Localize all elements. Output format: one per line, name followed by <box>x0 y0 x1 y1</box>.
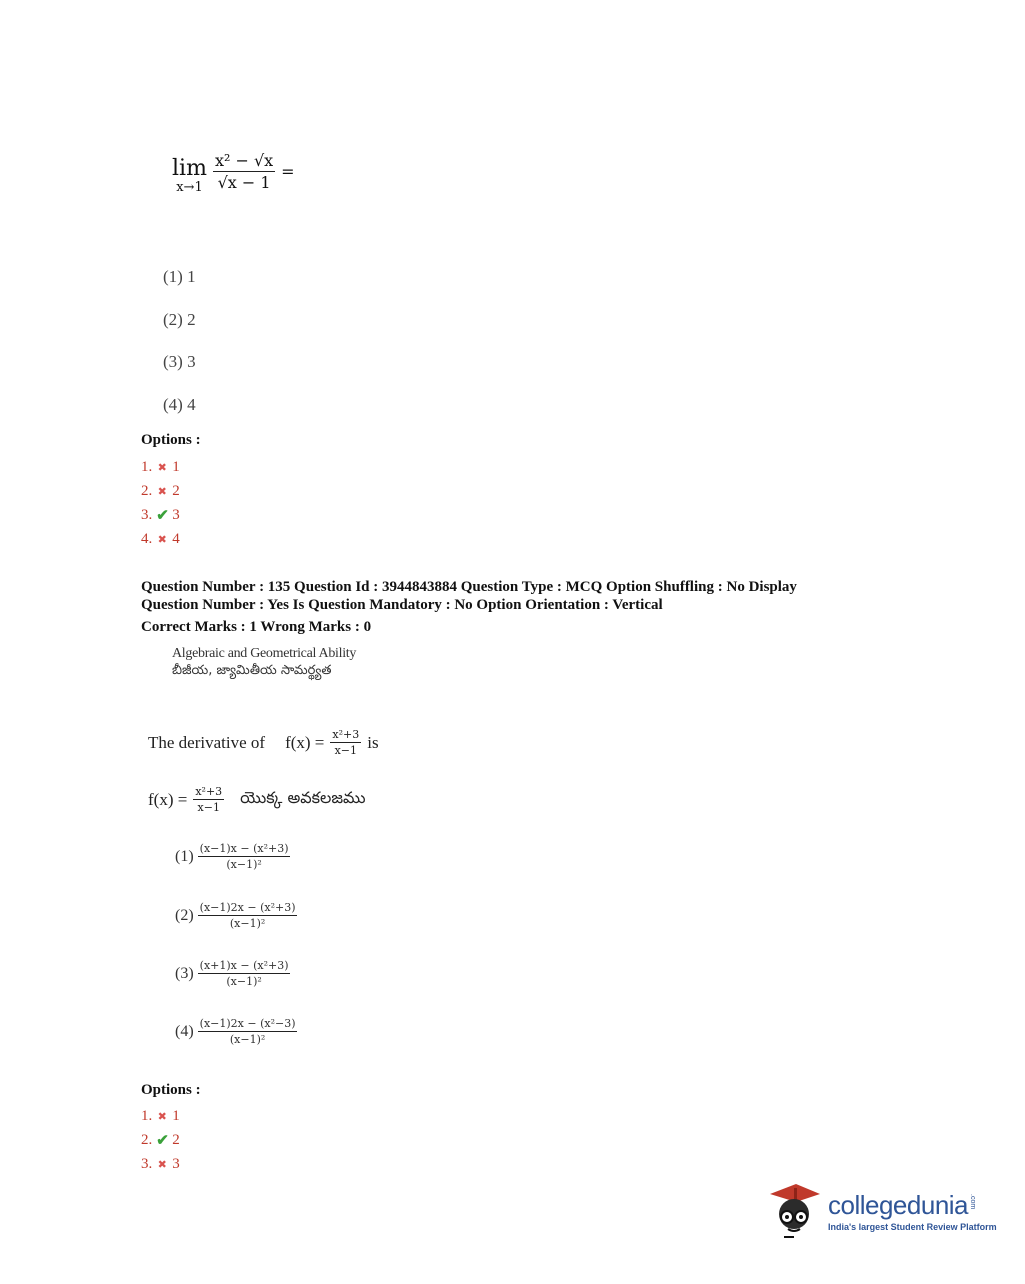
choice-3: (3) 3 <box>163 352 196 371</box>
choice-3 <box>175 959 290 988</box>
choice-label: (1) <box>175 847 194 865</box>
brand-com: .com <box>969 1194 977 1210</box>
option-row <box>141 455 180 479</box>
options-list <box>141 455 180 551</box>
question-stem-en <box>148 728 379 757</box>
limit-numerator: x² − √x <box>214 151 274 170</box>
limit-equals: = <box>281 162 295 181</box>
choice-numerator: (x−1)2x − (x²+3) <box>199 901 296 914</box>
option-row <box>141 1152 180 1176</box>
mascot-icon <box>766 1180 822 1242</box>
option-number: 3. <box>141 1155 153 1172</box>
cross-icon: ✖ <box>157 1110 167 1123</box>
cross-icon: ✖ <box>157 485 167 498</box>
section-label <box>172 645 356 679</box>
choice-label: (3) <box>175 964 194 982</box>
cross-icon: ✖ <box>157 533 167 546</box>
option-value: 3 <box>172 506 180 523</box>
stem-suffix: is <box>367 732 379 752</box>
options-list <box>141 1104 180 1176</box>
option-value: 2 <box>172 482 180 499</box>
fx-numerator: x²+3 <box>332 728 360 741</box>
section-title-te: బీజీయ, జ్యామితీయ సామర్థ్యత <box>172 663 332 678</box>
fx-numerator-te: x²+3 <box>195 785 223 798</box>
stem-suffix-te: యొక్క అవకలజము <box>240 788 366 807</box>
choice-2 <box>175 901 297 930</box>
option-number: 2. <box>141 1131 153 1148</box>
limit-denominator: √x − 1 <box>217 173 271 192</box>
stem-prefix: The derivative of <box>148 732 266 752</box>
cross-icon: ✖ <box>157 1158 167 1171</box>
question-meta <box>141 578 1001 636</box>
choice-4 <box>175 1017 297 1046</box>
choice-numerator: (x−1)2x − (x²−3) <box>199 1017 296 1030</box>
option-row <box>141 479 180 503</box>
choice-1: (1) 1 <box>163 267 196 286</box>
option-number: 1. <box>141 1107 153 1124</box>
choice-fraction <box>198 1017 298 1046</box>
section-title-en: Algebraic and Geometrical Ability <box>172 646 357 661</box>
stem-fraction-te <box>193 785 224 814</box>
option-row <box>141 1104 180 1128</box>
choice-1 <box>175 842 290 871</box>
limit-fraction <box>213 151 275 192</box>
stem-fx: f(x) = <box>285 732 325 752</box>
stem-fraction <box>330 728 361 757</box>
option-number: 3. <box>141 506 153 523</box>
choice-label: (4) <box>175 1022 194 1040</box>
limit-subscript: x→1 <box>176 180 203 195</box>
question-stem-te <box>148 785 365 814</box>
choice-denominator: (x−1)² <box>229 1033 266 1046</box>
option-number: 4. <box>141 530 153 547</box>
options-heading: Options : <box>141 1082 201 1098</box>
brand-name: collegedunia <box>828 1190 969 1220</box>
option-row <box>141 1128 180 1152</box>
options-heading: Options : <box>141 432 201 448</box>
choice-denominator: (x−1)² <box>229 917 266 930</box>
meta-line-1: Question Number : 135 Question Id : 3944843884 Question Type : MCQ Option Shuffling : No Display <box>141 579 797 595</box>
option-value: 3 <box>172 1155 180 1172</box>
fx-denominator: x−1 <box>334 744 358 757</box>
choice-denominator: (x−1)² <box>226 975 262 988</box>
brand-logo <box>766 1180 997 1242</box>
stem-fx-te: f(x) = <box>148 789 188 809</box>
choice-denominator: (x−1)² <box>226 858 262 871</box>
option-row <box>141 527 180 551</box>
choice-fraction <box>198 901 298 930</box>
choice-label: (2) <box>175 906 194 924</box>
limit-expression <box>172 148 295 195</box>
option-number: 1. <box>141 458 153 475</box>
check-icon: ✔ <box>156 507 169 524</box>
option-row <box>141 503 180 527</box>
choice-2: (2) 2 <box>163 310 196 329</box>
fx-denominator-te: x−1 <box>197 801 220 814</box>
choice-fraction <box>198 959 291 988</box>
meta-line-2: Question Number : Yes Is Question Mandatory : No Option Orientation : Vertical <box>141 597 663 613</box>
choice-numerator: (x−1)x − (x²+3) <box>199 842 289 855</box>
limit-word: lim <box>172 156 207 181</box>
option-number: 2. <box>141 482 153 499</box>
option-value: 4 <box>172 530 180 547</box>
option-value: 1 <box>172 1107 180 1124</box>
option-value: 1 <box>172 458 180 475</box>
cross-icon: ✖ <box>157 461 167 474</box>
choice-numerator: (x+1)x − (x²+3) <box>199 959 289 972</box>
brand-tagline: India's largest Student Review Platform <box>828 1222 997 1232</box>
option-value: 2 <box>172 1131 180 1148</box>
meta-line-3: Correct Marks : 1 Wrong Marks : 0 <box>141 619 372 635</box>
choice-4: (4) 4 <box>163 395 196 414</box>
check-icon: ✔ <box>156 1132 169 1149</box>
choice-fraction <box>198 842 291 871</box>
